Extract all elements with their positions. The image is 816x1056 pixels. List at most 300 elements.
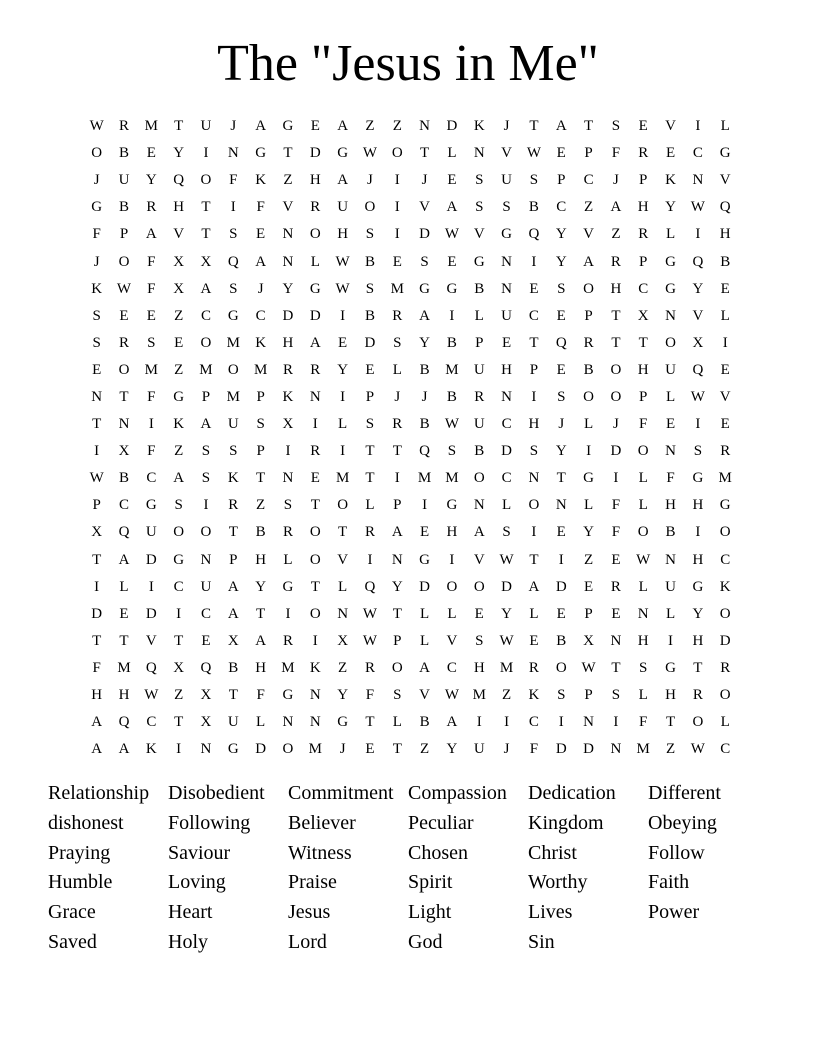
grid-letter: P	[393, 632, 402, 649]
grid-row	[83, 682, 739, 709]
grid-row	[83, 194, 739, 221]
grid-letter: G	[719, 145, 731, 162]
grid-row	[83, 330, 739, 357]
grid-letter: D	[419, 578, 431, 595]
grid-letter: N	[309, 714, 321, 731]
grid-letter: P	[584, 307, 593, 324]
grid-letter: Y	[391, 578, 403, 595]
grid-letter: R	[310, 443, 321, 460]
grid-row	[83, 221, 739, 248]
grid-letter: T	[119, 632, 129, 649]
grid-letter: G	[692, 578, 704, 595]
grid-letter: B	[528, 199, 539, 216]
word-bank-item: Lord	[288, 930, 327, 953]
grid-letter: T	[420, 145, 430, 162]
grid-letter: P	[584, 605, 593, 622]
grid-letter: B	[665, 524, 676, 541]
grid-letter: F	[147, 388, 156, 405]
grid-letter: E	[447, 253, 457, 270]
grid-letter: T	[310, 578, 320, 595]
word-bank	[48, 779, 768, 958]
grid-letter: P	[639, 172, 648, 189]
grid-letter: T	[611, 307, 621, 324]
grid-letter: V	[419, 687, 431, 704]
grid-letter: X	[282, 416, 294, 433]
grid-letter: N	[610, 632, 622, 649]
grid-letter: W	[362, 632, 378, 649]
grid-letter: A	[200, 416, 212, 433]
grid-letter: H	[337, 226, 349, 243]
grid-letter: L	[310, 253, 320, 270]
grid-letter: A	[200, 280, 212, 297]
grid-letter: T	[392, 443, 402, 460]
grid-letter: H	[528, 416, 540, 433]
grid-letter: G	[446, 280, 458, 297]
grid-letter: W	[690, 388, 705, 405]
grid-row	[83, 519, 739, 546]
grid-letter: O	[528, 497, 540, 514]
grid-letter: R	[392, 416, 403, 433]
grid-letter: P	[639, 388, 648, 405]
grid-letter: J	[230, 118, 237, 135]
grid-letter: D	[501, 578, 512, 595]
grid-letter: Y	[501, 605, 512, 622]
grid-letter: E	[146, 145, 156, 162]
grid-letter: C	[146, 714, 157, 731]
grid-letter: H	[692, 632, 704, 649]
grid-letter: N	[282, 226, 294, 243]
grid-letter: E	[447, 172, 457, 189]
grid-letter: N	[473, 145, 485, 162]
grid-letter: E	[665, 145, 676, 162]
grid-letter: A	[255, 253, 267, 270]
grid-letter: S	[92, 334, 101, 351]
grid-letter: I	[558, 551, 564, 568]
grid-letter: G	[309, 280, 321, 297]
grid-letter: R	[583, 334, 594, 351]
grid-letter: E	[365, 741, 375, 758]
grid-letter: E	[502, 334, 512, 351]
grid-letter: M	[636, 741, 650, 758]
grid-letter: K	[282, 388, 294, 405]
grid-row	[83, 303, 739, 330]
grid-letter: T	[365, 470, 375, 487]
grid-letter: V	[719, 172, 731, 189]
word-bank-item: Faith	[648, 871, 690, 894]
grid-letter: S	[447, 443, 457, 460]
word-bank-item: Dedication	[528, 782, 616, 804]
word-bank-item: Following	[168, 811, 251, 834]
grid-letter: W	[690, 741, 705, 758]
grid-letter: O	[200, 524, 212, 541]
grid-letter: M	[117, 659, 131, 676]
grid-letter: H	[309, 172, 321, 189]
grid-letter: O	[555, 659, 567, 676]
grid-letter: T	[201, 226, 211, 243]
grid-letter: J	[257, 280, 264, 297]
grid-letter: G	[419, 551, 431, 568]
grid-letter: C	[146, 470, 157, 487]
grid-letter: E	[365, 361, 375, 378]
grid-letter: Z	[174, 443, 184, 460]
grid-letter: M	[226, 388, 240, 405]
grid-letter: H	[692, 551, 704, 568]
grid-letter: N	[501, 388, 512, 405]
grid-letter: L	[420, 605, 430, 622]
grid-letter: N	[282, 714, 294, 731]
grid-letter: O	[391, 145, 403, 162]
grid-letter: I	[613, 714, 619, 731]
grid-letter: O	[309, 226, 321, 243]
grid-letter: V	[446, 632, 458, 649]
grid-letter: I	[476, 714, 482, 731]
grid-letter: E	[529, 280, 539, 297]
grid-letter: I	[449, 551, 455, 568]
grid-letter: E	[556, 524, 566, 541]
grid-letter: J	[612, 172, 619, 189]
grid-letter: H	[255, 659, 267, 676]
grid-letter: G	[282, 118, 294, 135]
grid-letter: S	[229, 443, 238, 460]
grid-letter: A	[419, 307, 431, 324]
word-bank-item: Grace	[48, 901, 96, 924]
grid-letter: P	[92, 497, 101, 514]
grid-letter: T	[529, 118, 539, 135]
grid-letter: Q	[719, 199, 731, 216]
grid-letter: Y	[665, 199, 676, 216]
grid-letter: U	[501, 307, 512, 324]
grid-letter: A	[255, 118, 267, 135]
grid-letter: L	[529, 605, 539, 622]
grid-letter: H	[255, 551, 267, 568]
grid-letter: I	[312, 416, 318, 433]
grid-letter: S	[529, 443, 539, 460]
grid-letter: D	[364, 334, 376, 351]
grid-letter: H	[637, 361, 649, 378]
grid-letter: S	[420, 253, 429, 270]
grid-letter: R	[528, 659, 539, 676]
word-bank-item: Humble	[48, 871, 113, 894]
grid-letter: D	[282, 307, 294, 324]
grid-letter: I	[394, 172, 400, 189]
grid-letter: L	[720, 118, 730, 135]
grid-letter: U	[665, 578, 676, 595]
grid-letter: V	[173, 226, 185, 243]
grid-letter: H	[610, 280, 622, 297]
grid-letter: F	[92, 226, 101, 243]
grid-letter: T	[392, 741, 402, 758]
grid-letter: W	[335, 253, 350, 270]
grid-letter: I	[695, 416, 701, 433]
grid-letter: E	[583, 578, 594, 595]
word-bank-item: Heart	[168, 901, 213, 924]
grid-letter: R	[118, 334, 129, 351]
grid-letter: A	[446, 714, 458, 731]
grid-letter: K	[255, 172, 267, 189]
grid-letter: A	[610, 199, 622, 216]
grid-letter: U	[200, 578, 212, 595]
grid-letter: A	[91, 741, 103, 758]
grid-letter: N	[501, 280, 512, 297]
grid-letter: X	[91, 524, 103, 541]
grid-letter: G	[665, 253, 676, 270]
grid-letter: B	[419, 714, 430, 731]
grid-letter: R	[228, 497, 239, 514]
grid-letter: P	[529, 361, 539, 378]
grid-letter: T	[529, 551, 539, 568]
grid-letter: H	[446, 524, 458, 541]
grid-letter: O	[473, 470, 485, 487]
grid-letter: P	[557, 172, 566, 189]
grid-letter: Z	[611, 226, 621, 243]
grid-letter: M	[472, 687, 486, 704]
grid-row	[83, 465, 739, 492]
grid-letter: K	[173, 416, 185, 433]
grid-letter: K	[255, 334, 267, 351]
grid-letter: G	[173, 551, 185, 568]
grid-letter: C	[501, 416, 512, 433]
grid-letter: N	[337, 605, 349, 622]
grid-letter: W	[444, 416, 460, 433]
grid-letter: S	[365, 280, 375, 297]
grid-letter: L	[283, 551, 293, 568]
grid-letter: U	[473, 741, 485, 758]
grid-letter: I	[340, 443, 346, 460]
grid-letter: R	[610, 578, 621, 595]
grid-letter: X	[173, 253, 185, 270]
grid-letter: A	[583, 253, 594, 270]
grid-letter: L	[638, 578, 648, 595]
grid-letter: T	[693, 659, 703, 676]
grid-letter: R	[610, 253, 621, 270]
grid-letter: K	[227, 470, 239, 487]
grid-letter: O	[473, 578, 485, 595]
grid-letter: Z	[174, 687, 184, 704]
grid-letter: E	[338, 334, 348, 351]
word-bank-item: Obeying	[648, 811, 717, 834]
grid-letter: V	[419, 199, 431, 216]
grid-letter: N	[528, 470, 540, 487]
grid-letter: I	[340, 307, 346, 324]
grid-letter: U	[227, 714, 239, 731]
grid-letter: N	[419, 118, 431, 135]
grid-letter: I	[94, 578, 100, 595]
grid-letter: Y	[692, 605, 704, 622]
grid-letter: B	[118, 470, 129, 487]
grid-letter: G	[227, 307, 239, 324]
grid-letter: E	[392, 253, 402, 270]
grid-letter: O	[719, 687, 731, 704]
grid-letter: O	[173, 524, 185, 541]
grid-letter: D	[145, 551, 157, 568]
grid-letter: M	[390, 280, 404, 297]
grid-letter: Y	[337, 361, 349, 378]
grid-letter: N	[637, 605, 649, 622]
grid-letter: I	[203, 145, 209, 162]
grid-letter: G	[282, 687, 294, 704]
grid-letter: R	[392, 307, 403, 324]
grid-letter: E	[146, 307, 156, 324]
grid-letter: R	[720, 659, 731, 676]
grid-letter: D	[610, 443, 622, 460]
grid-letter: M	[199, 361, 213, 378]
grid-row	[83, 438, 739, 465]
grid-letter: E	[665, 416, 676, 433]
grid-letter: I	[695, 524, 701, 541]
grid-letter: X	[200, 687, 212, 704]
grid-letter: Z	[256, 497, 266, 514]
grid-letter: M	[308, 741, 322, 758]
grid-letter: W	[335, 280, 350, 297]
grid-letter: T	[119, 388, 129, 405]
grid-letter: I	[94, 443, 100, 460]
grid-letter: T	[611, 659, 621, 676]
grid-letter: Z	[665, 741, 676, 758]
grid-letter: I	[285, 443, 291, 460]
word-bank-item: Loving	[168, 871, 226, 894]
grid-letter: T	[392, 605, 402, 622]
grid-letter: F	[639, 416, 648, 433]
word-bank-item: Power	[648, 901, 700, 924]
grid-letter: R	[720, 443, 731, 460]
grid-letter: S	[393, 687, 402, 704]
grid-letter: Q	[173, 172, 185, 189]
grid-letter: Z	[583, 199, 594, 216]
grid-letter: D	[255, 741, 267, 758]
grid-letter: S	[502, 199, 511, 216]
grid-letter: D	[583, 741, 594, 758]
grid-letter: G	[337, 714, 349, 731]
grid-letter: S	[92, 307, 101, 324]
grid-letter: T	[665, 714, 676, 731]
grid-letter: I	[531, 524, 537, 541]
grid-letter: C	[118, 497, 129, 514]
grid-letter: T	[611, 334, 621, 351]
grid-letter: U	[473, 361, 485, 378]
grid-letter: K	[91, 280, 103, 297]
grid-letter: K	[145, 741, 157, 758]
grid-letter: S	[502, 524, 511, 541]
grid-letter: Y	[692, 280, 704, 297]
grid-letter: O	[610, 388, 622, 405]
grid-row	[83, 167, 739, 194]
grid-letter: I	[531, 388, 537, 405]
grid-letter: Z	[420, 741, 430, 758]
grid-letter: G	[255, 145, 267, 162]
grid-letter: Q	[364, 578, 376, 595]
grid-letter: G	[501, 226, 512, 243]
grid-letter: X	[173, 280, 185, 297]
grid-letter: L	[365, 497, 375, 514]
grid-letter: N	[665, 551, 676, 568]
grid-letter: L	[392, 361, 402, 378]
grid-letter: M	[718, 470, 732, 487]
grid-letter: S	[393, 334, 402, 351]
grid-letter: T	[228, 687, 238, 704]
grid-letter: B	[474, 443, 485, 460]
word-bank-item: Peculiar	[408, 811, 474, 834]
grid-letter: S	[529, 172, 539, 189]
grid-letter: X	[637, 307, 649, 324]
grid-letter: R	[692, 687, 703, 704]
grid-letter: S	[256, 416, 265, 433]
grid-letter: I	[504, 714, 510, 731]
grid-letter: T	[92, 632, 102, 649]
grid-letter: I	[695, 118, 701, 135]
grid-letter: F	[365, 687, 375, 704]
grid-letter: I	[394, 199, 400, 216]
grid-letter: K	[473, 118, 485, 135]
grid-letter: Z	[583, 551, 594, 568]
grid-row	[83, 384, 739, 411]
grid-letter: W	[89, 118, 104, 135]
grid-letter: H	[719, 226, 731, 243]
grid-letter: C	[528, 714, 539, 731]
grid-letter: I	[176, 605, 182, 622]
grid-letter: G	[665, 280, 676, 297]
puzzle-title: The "Jesus in Me"	[217, 35, 599, 92]
grid-letter: T	[174, 118, 184, 135]
grid-letter: L	[392, 714, 402, 731]
grid-letter: O	[637, 524, 649, 541]
grid-letter: J	[394, 388, 401, 405]
grid-row	[83, 655, 739, 682]
grid-letter: I	[558, 714, 564, 731]
grid-letter: I	[367, 551, 373, 568]
grid-letter: W	[89, 470, 104, 487]
grid-letter: V	[501, 145, 512, 162]
grid-letter: Z	[365, 118, 375, 135]
grid-letter: Y	[337, 687, 349, 704]
word-bank-item: Different	[648, 782, 721, 804]
grid-letter: D	[419, 226, 431, 243]
grid-letter: X	[227, 632, 239, 649]
grid-letter: N	[501, 253, 512, 270]
grid-letter: M	[144, 118, 158, 135]
grid-letter: X	[173, 659, 185, 676]
grid-letter: S	[557, 280, 566, 297]
grid-letter: S	[475, 172, 484, 189]
grid-letter: Y	[173, 145, 185, 162]
grid-letter: S	[201, 470, 211, 487]
grid-letter: E	[474, 605, 484, 622]
word-bank-item: Relationship	[48, 782, 150, 804]
grid-letter: N	[309, 388, 321, 405]
grid-letter: A	[227, 578, 239, 595]
grid-letter: C	[583, 172, 594, 189]
grid-letter: T	[529, 334, 539, 351]
grid-letter: E	[556, 145, 566, 162]
grid-letter: L	[665, 605, 676, 622]
grid-letter: E	[720, 416, 730, 433]
grid-letter: W	[444, 687, 460, 704]
grid-letter: S	[693, 443, 703, 460]
grid-letter: S	[611, 118, 621, 135]
grid-letter: C	[446, 659, 457, 676]
grid-letter: M	[445, 470, 459, 487]
grid-letter: F	[611, 145, 621, 162]
grid-letter: Q	[692, 361, 704, 378]
grid-letter: O	[91, 145, 103, 162]
grid-letter: R	[638, 145, 649, 162]
grid-letter: I	[285, 605, 291, 622]
grid-letter: L	[638, 497, 648, 514]
grid-letter: P	[475, 334, 484, 351]
grid-letter: A	[227, 605, 239, 622]
grid-letter: H	[91, 687, 103, 704]
grid-letter: L	[583, 497, 594, 514]
grid-letter: P	[229, 551, 238, 568]
